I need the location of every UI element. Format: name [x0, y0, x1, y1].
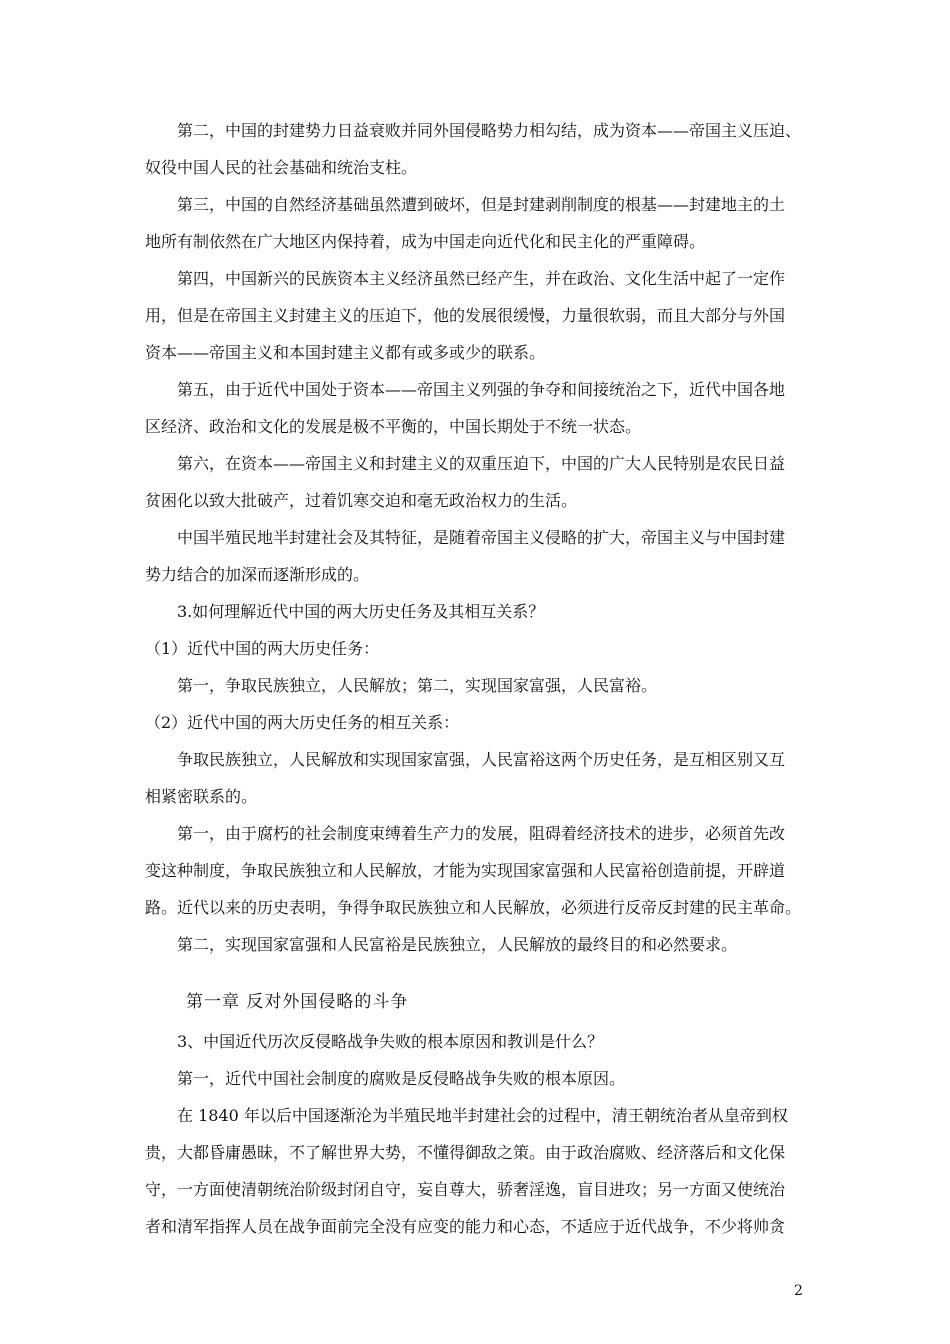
paragraph-line: 第三，中国的自然经济基础虽然遭到破坏，但是封建剥削制度的根基——封建地主的土	[177, 195, 786, 214]
paragraph-line: 第一，近代中国社会制度的腐败是反侵略战争失败的根本原因。	[177, 1069, 626, 1088]
text-block-1	[145, 112, 805, 963]
paragraph-line: 中国半殖民地半封建社会及其特征，是随着帝国主义侵略的扩大，帝国主义与中国封建	[177, 528, 786, 547]
chapter-heading: 第一章 反对外国侵略的斗争	[186, 992, 409, 1012]
paragraph-line: 贫困化以致大批破产，过着饥寒交迫和毫无政治权力的生活。	[145, 491, 578, 510]
paragraph-line: 在 1840 年以后中国逐渐沦为半殖民地半封建社会的过程中，清王朝统治者从皇帝到权	[177, 1106, 788, 1125]
paragraph-line: 贵，大都昏庸愚昧，不了解世界大势，不懂得御敌之策。由于政治腐败、经济落后和文化保	[145, 1143, 786, 1162]
paragraph-line: 势力结合的加深而逐渐形成的。	[145, 565, 370, 584]
paragraph-line: 第一，由于腐朽的社会制度束缚着生产力的发展，阻碍着经济技术的进步，必须首先改	[177, 824, 786, 843]
paragraph-line: 地所有制依然在广大地区内保持着，成为中国走向近代化和民主化的严重障碍。	[145, 232, 706, 251]
paragraph-line: 第四，中国新兴的民族资本主义经济虽然已经产生，并在政治、文化生活中起了一定作	[177, 269, 786, 288]
paragraph-line: 区经济、政治和文化的发展是极不平衡的，中国长期处于不统一状态。	[145, 417, 642, 436]
subheading-line: （2）近代中国的两大历史任务的相互关系：	[145, 713, 460, 732]
paragraph-line: 第二，实现国家富强和人民富裕是民族独立，人民解放的最终目的和必然要求。	[177, 935, 738, 954]
paragraph-line: 第六，在资本——帝国主义和封建主义的双重压迫下，中国的广大人民特别是农民日益	[177, 454, 786, 473]
paragraph-line: 用，但是在帝国主义封建主义的压迫下，他的发展很缓慢，力量很软弱，而且大部分与外国	[145, 306, 786, 325]
question-line: 3、中国近代历次反侵略战争失败的根本原因和教训是什么？	[177, 1032, 604, 1051]
paragraph-line: 路。近代以来的历史表明，争得争取民族独立和人民解放，必须进行反帝反封建的民主革命。	[145, 898, 802, 917]
paragraph-line: 守，一方面使清朝统治阶级封闭自守，妄自尊大，骄奢淫逸，盲目进攻；另一方面又使统治	[145, 1180, 786, 1199]
paragraph-line: 资本——帝国主义和本国封建主义都有或多或少的联系。	[145, 343, 546, 362]
paragraph-line: 奴役中国人民的社会基础和统治支柱。	[145, 158, 418, 177]
paragraph-line: 变这种制度，争取民族独立和人民解放，才能为实现国家富强和人民富裕创造前提，开辟道	[145, 861, 786, 880]
paragraph-line: 者和清军指挥人员在战争面前完全没有应变的能力和心态，不适应于近代战争，不少将帅贪	[145, 1217, 786, 1236]
paragraph-line: 第一，争取民族独立，人民解放；第二，实现国家富强，人民富裕。	[177, 676, 658, 695]
question-line: 3.如何理解近代中国的两大历史任务及其相互关系？	[177, 602, 545, 621]
subheading-line: （1）近代中国的两大历史任务：	[145, 639, 380, 658]
paragraph-line: 第五，由于近代中国处于资本——帝国主义列强的争夺和间接统治之下，近代中国各地	[177, 380, 786, 399]
text-block-2	[145, 1023, 805, 1245]
page-number: 2	[794, 1283, 803, 1299]
paragraph-line: 第二，中国的封建势力日益衰败并同外国侵略势力相勾结，成为资本——帝国主义压迫、	[177, 121, 802, 140]
paragraph-line: 相紧密联系的。	[145, 787, 258, 806]
paragraph-line: 争取民族独立，人民解放和实现国家富强，人民富裕这两个历史任务，是互相区别又互	[177, 750, 786, 769]
